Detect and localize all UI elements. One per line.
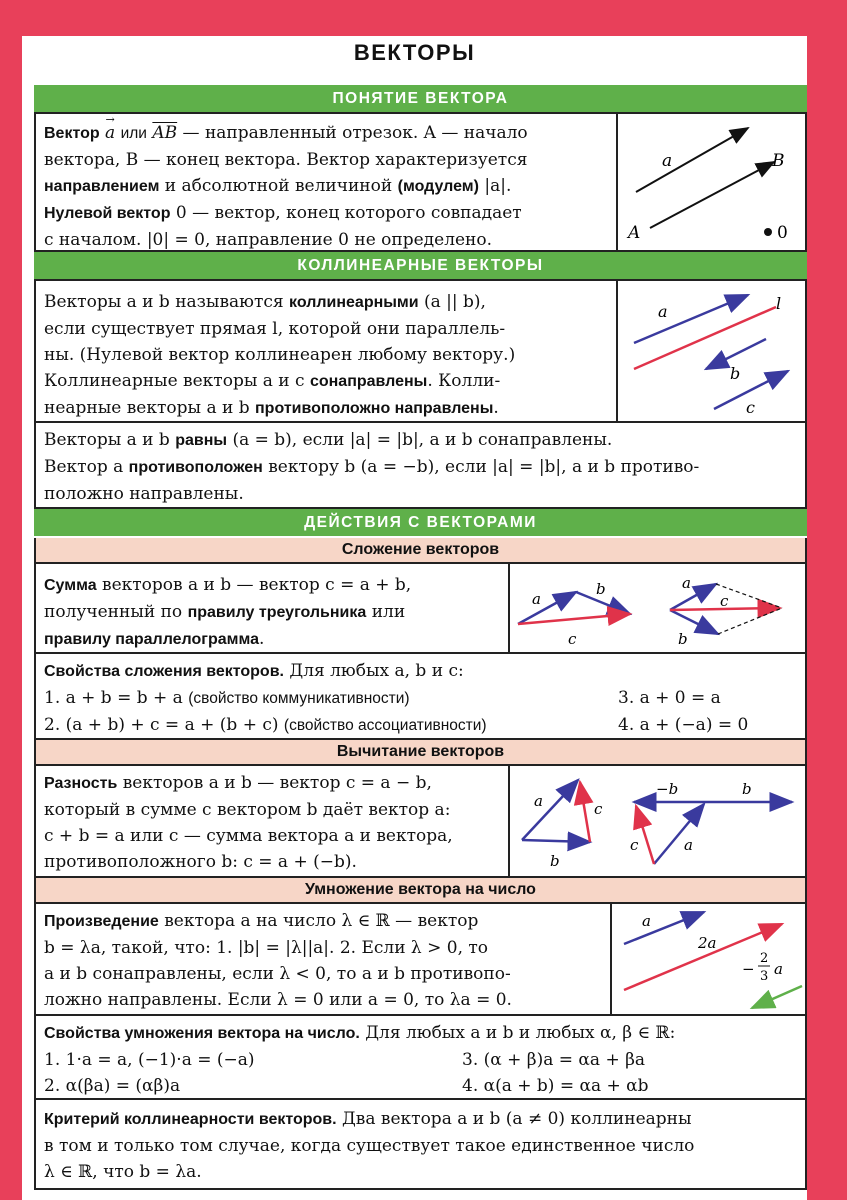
svg-text:2a: 2a bbox=[698, 934, 717, 952]
section-header-operations: ДЕЙСТВИЯ С ВЕКТОРАМИ bbox=[34, 509, 807, 536]
subtraction-text-box bbox=[34, 764, 510, 878]
criterion-box bbox=[34, 1098, 807, 1190]
vector-a-arrow bbox=[636, 128, 748, 192]
svg-text:a: a bbox=[682, 574, 691, 592]
label-a: a bbox=[658, 302, 668, 321]
svg-text:a: a bbox=[532, 590, 541, 608]
svg-text:c: c bbox=[594, 800, 603, 818]
zero-point bbox=[764, 228, 772, 236]
collinear-figure bbox=[618, 281, 805, 421]
subtraction-text: Разность векторов a и b — вектор c = a − b, который в сумме с вектором b даёт вектор a: c + b = a или c — сумма вектора a и вектора, противоположного b: c = a + (−b). bbox=[44, 773, 453, 872]
label-b: b bbox=[730, 364, 741, 383]
svg-text:a: a bbox=[774, 960, 783, 978]
multiplication-text-box bbox=[34, 902, 612, 1016]
vector-a-arrow bbox=[634, 295, 748, 343]
addition-text-box bbox=[34, 562, 510, 654]
label-B: B bbox=[772, 151, 785, 171]
addition-text: Сумма векторов a и b — вектор c = a + b, полученный по правилу треугольника или правилу параллелограмма. bbox=[44, 575, 412, 649]
addition-figure bbox=[510, 564, 805, 652]
para-a bbox=[670, 584, 716, 610]
svg-text:c: c bbox=[720, 592, 729, 610]
subsection-addition: Сложение векторов bbox=[34, 538, 807, 562]
multiplication-text: Произведение вектора a на число λ ∈ ℝ — вектор b = λa, такой, что: 1. |b| = |λ||a|. 2. Если λ > 0, то a и b сонаправлены, если λ < 0, то a и b противопо- ложно направлены. Если λ = 0 или a = 0, то λa = 0. bbox=[44, 911, 512, 1010]
addition-properties: Свойства сложения векторов. Для любых a, b и c: 1. a + b = b + a (свойство коммуникативности) 3. a + 0 = a 2. (a + b) + c = a + (b + c) (свойство ассоциативности) 4. a + (−a) = 0 bbox=[44, 661, 749, 735]
svg-text:b: b bbox=[596, 580, 606, 598]
label-l: l bbox=[776, 294, 782, 313]
subsection-subtraction: Вычитание векторов bbox=[34, 740, 807, 764]
svg-text:b: b bbox=[742, 780, 752, 798]
multiplication-properties-box bbox=[34, 1014, 807, 1100]
multiplication-figure bbox=[612, 904, 805, 1014]
concept-figure-box bbox=[616, 112, 807, 252]
collinear-text: Векторы a и b называются коллинеарными (a || b), если существует прямая l, которой они параллель- ны. (Нулевой вектор коллинеарен любому вектору.) Коллинеарные векторы a и c сонаправлены. Колли- неарные векторы a и b противоположно направлены. bbox=[44, 292, 516, 418]
multiplication-properties: Свойства умножения вектора на число. Для любых a и b и любых α, β ∈ ℝ: 1. 1·a = a, (−1)·a = (−a) 3. (α + β)a = αa + βa 2. α(βa) = (αβ)a 4. α(a + b) = αa + αb bbox=[44, 1023, 676, 1096]
equality-text: Векторы a и b равны (a = b), если |a| = |b|, a и b сонаправлены. Вектор a противоположен вектору b (a = −b), если |a| = |b|, a и b противо- положно направлены. bbox=[44, 430, 700, 504]
svg-text:b: b bbox=[550, 852, 560, 870]
subtraction-figure-box bbox=[508, 764, 807, 878]
criterion-text: Критерий коллинеарности векторов. Два вектора a и b (a ≠ 0) коллинеарны в том и только том случае, когда существует такое единственное число λ ∈ ℝ, что b = λa. bbox=[44, 1109, 695, 1182]
poster-sheet bbox=[22, 36, 807, 1200]
label-c: c bbox=[746, 398, 755, 417]
svg-text:a: a bbox=[534, 792, 543, 810]
subtraction-figure bbox=[510, 766, 805, 876]
collinear-figure-box bbox=[616, 279, 807, 423]
line-l bbox=[634, 307, 776, 369]
addition-properties-box bbox=[34, 652, 807, 740]
multiplication-figure-box bbox=[610, 902, 807, 1016]
concept-figure bbox=[618, 114, 805, 250]
label-A: A bbox=[628, 223, 641, 243]
label-zero: 0 bbox=[777, 223, 788, 243]
subsection-multiplication: Умножение вектора на число bbox=[34, 878, 807, 902]
svg-text:−b: −b bbox=[656, 780, 679, 798]
svg-text:2: 2 bbox=[760, 951, 769, 966]
label-a: a bbox=[662, 151, 673, 171]
svg-text:c: c bbox=[630, 836, 639, 854]
section-header-concept: ПОНЯТИЕ ВЕКТОРА bbox=[34, 85, 807, 112]
collinear-text-box bbox=[34, 279, 618, 423]
addition-figure-box bbox=[508, 562, 807, 654]
equality-box bbox=[34, 421, 807, 509]
section-header-collinear: КОЛЛИНЕАРНЫЕ ВЕКТОРЫ bbox=[34, 252, 807, 279]
concept-text-box bbox=[34, 112, 618, 252]
svg-text:−: − bbox=[742, 960, 755, 978]
concept-text: Вектор → a или $\overline{AB}$ — направленный отрезок. A — начало вектора, B — конец вектора. Вектор характеризуется направлением и абсолютной величиной (модулем) |a|. Нулевой вектор 0 — вектор, конец которого совпадает с началом. |0| = 0, направление 0 не определено. bbox=[44, 120, 616, 253]
vector-ab-arrow bbox=[650, 162, 774, 228]
svg-text:c: c bbox=[568, 630, 577, 648]
svg-text:a: a bbox=[642, 912, 651, 930]
svg-text:b: b bbox=[678, 630, 688, 648]
svg-text:3: 3 bbox=[760, 969, 769, 984]
page-title: ВЕКТОРЫ bbox=[353, 40, 476, 65]
svg-text:a: a bbox=[684, 836, 693, 854]
